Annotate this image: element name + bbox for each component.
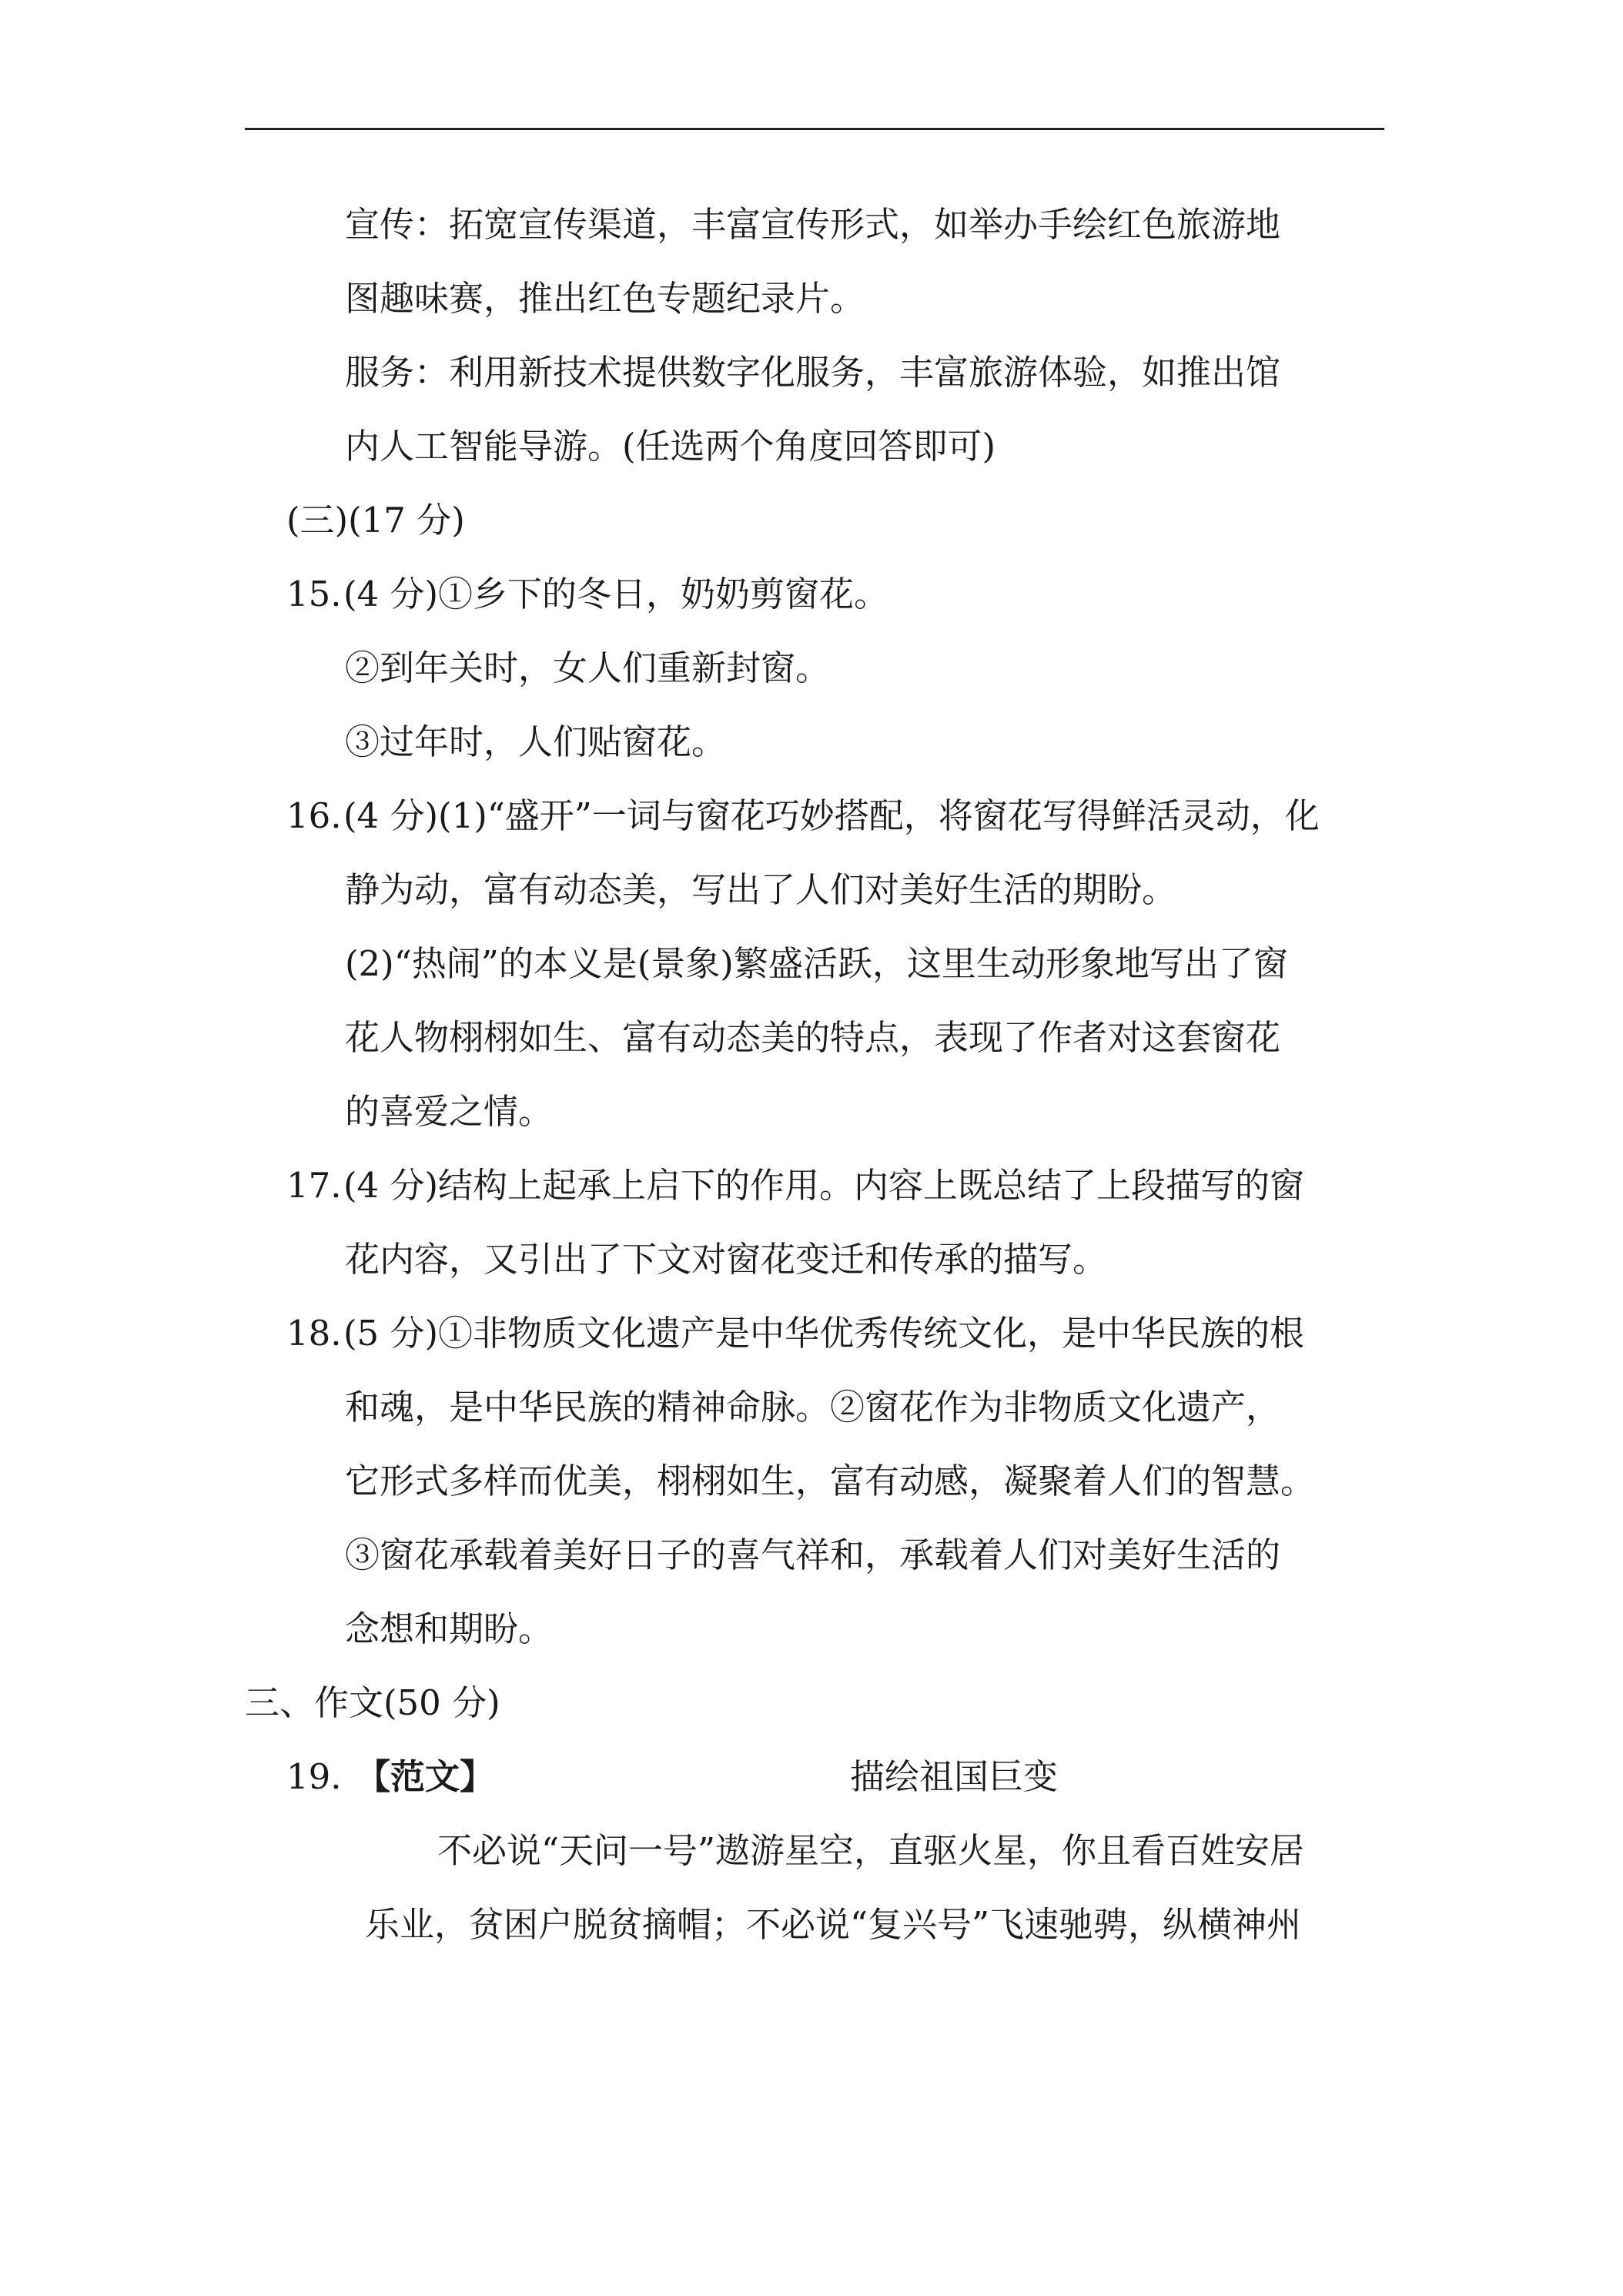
question-number: 19. xyxy=(286,1756,342,1797)
essay-line: 不必说“天问一号”遨游星空，直驱火星，你且看百姓安居 xyxy=(437,1830,1305,1871)
text-line: 宣传：拓宽宣传渠道，丰富宣传形式，如举办手绘红色旅游地 xyxy=(345,204,1281,245)
answer-line: 的喜爱之情。 xyxy=(345,1091,554,1132)
header-rule xyxy=(245,128,1384,130)
essay-line: 乐业，贫困户脱贫摘帽；不必说“复兴号”飞速驰骋，纵横神州 xyxy=(365,1904,1302,1945)
answer-line: (4 分)(1)“盛开”一词与窗花巧妙搭配，将窗花写得鲜活灵动，化 xyxy=(343,795,1320,836)
section-heading: (三)(17 分) xyxy=(286,500,465,541)
answer-line: (4 分)结构上起承上启下的作用。内容上既总结了上段描写的窗 xyxy=(343,1165,1305,1206)
text-line: 图趣味赛，推出红色专题纪录片。 xyxy=(345,278,865,319)
text-line: 内人工智能导游。(任选两个角度回答即可) xyxy=(345,426,996,467)
question-number: 17. xyxy=(286,1165,342,1206)
answer-line: ③窗花承载着美好日子的喜气祥和，承载着人们对美好生活的 xyxy=(345,1535,1281,1575)
answer-line: ②到年关时，女人们重新封窗。 xyxy=(345,648,831,688)
answer-line: 念想和期盼。 xyxy=(345,1608,554,1649)
essay-section-heading: 三、作文(50 分) xyxy=(245,1682,500,1723)
question-number: 18. xyxy=(286,1313,342,1354)
answer-line: ③过年时，人们贴窗花。 xyxy=(345,721,727,762)
question-number: 15. xyxy=(286,574,342,614)
text-line: 服务：利用新技术提供数字化服务，丰富旅游体验，如推出馆 xyxy=(345,352,1281,393)
sample-essay-tag: 【范文】 xyxy=(356,1756,495,1797)
answer-line: 它形式多样而优美，栩栩如生，富有动感，凝聚着人们的智慧。 xyxy=(345,1461,1316,1501)
answer-line: (2)“热闹”的本义是(景象)繁盛活跃，这里生动形象地写出了窗 xyxy=(345,943,1288,984)
answer-line: 花人物栩栩如生、富有动态美的特点，表现了作者对这套窗花 xyxy=(345,1017,1281,1058)
question-number: 16. xyxy=(286,795,342,836)
answer-line: (4 分)①乡下的冬日，奶奶剪窗花。 xyxy=(343,574,889,614)
answer-line: (5 分)①非物质文化遗产是中华优秀传统文化，是中华民族的根 xyxy=(343,1313,1305,1354)
essay-title: 描绘祖国巨变 xyxy=(850,1756,1059,1797)
answer-line: 和魂，是中华民族的精神命脉。②窗花作为非物质文化遗产， xyxy=(345,1387,1281,1427)
answer-line: 花内容，又引出了下文对窗花变迁和传承的描写。 xyxy=(345,1239,1108,1280)
answer-line: 静为动，富有动态美，写出了人们对美好生活的期盼。 xyxy=(345,869,1177,910)
